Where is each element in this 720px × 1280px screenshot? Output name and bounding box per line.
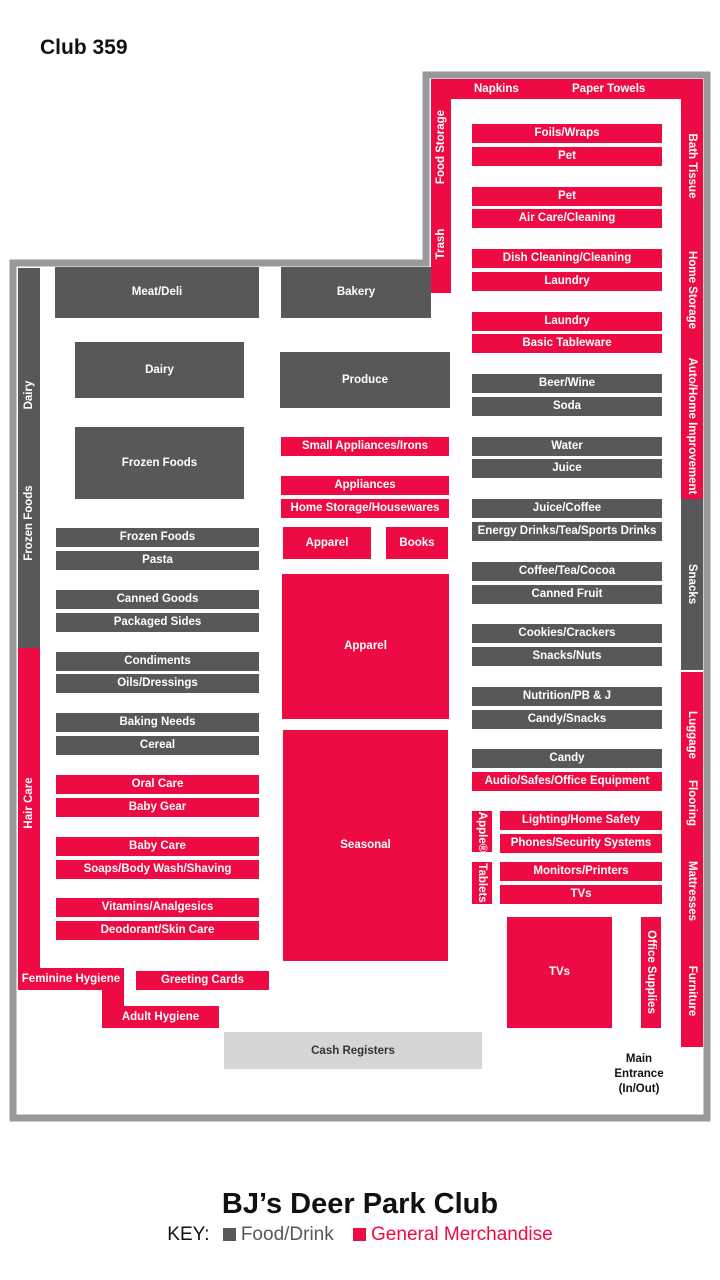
books[interactable]: Books — [386, 527, 448, 559]
aisle-tvs[interactable]: TVs — [500, 885, 662, 904]
aisle-water[interactable]: Water — [472, 437, 662, 456]
trash-label: Trash — [435, 228, 447, 260]
perimeter-top[interactable] — [431, 79, 703, 99]
aisle-air-care[interactable]: Air Care/Cleaning — [472, 209, 662, 228]
aisle-baking-needs[interactable]: Baking Needs — [56, 713, 259, 732]
aisle-canned-fruit[interactable]: Canned Fruit — [472, 585, 662, 604]
aisle-coffee-tea-cocoa[interactable]: Coffee/Tea/Cocoa — [472, 562, 662, 581]
aisle-beer-wine[interactable]: Beer/Wine — [472, 374, 662, 393]
frozen-foods-box[interactable]: Frozen Foods — [75, 427, 244, 499]
napkins-label: Napkins — [474, 82, 519, 95]
produce[interactable]: Produce — [280, 352, 450, 408]
greeting-cards[interactable]: Greeting Cards — [136, 971, 269, 990]
aisle-dish-cleaning[interactable]: Dish Cleaning/Cleaning — [472, 249, 662, 268]
aisle-cookies-crackers[interactable]: Cookies/Crackers — [472, 624, 662, 643]
seasonal[interactable]: Seasonal — [283, 730, 448, 961]
general-swatch — [353, 1228, 366, 1241]
aisle-baby-gear[interactable]: Baby Gear — [56, 798, 259, 817]
apparel[interactable]: Apparel — [282, 574, 449, 719]
legend-label: KEY: — [167, 1224, 210, 1245]
entrance-line-2: Entrance — [614, 1067, 664, 1080]
adult-hygiene[interactable]: Adult Hygiene — [102, 1006, 219, 1028]
home-storage-housewares[interactable]: Home Storage/Housewares — [281, 499, 449, 518]
map-title: BJ’s Deer Park Club — [221, 1188, 499, 1220]
dairy[interactable]: Dairy — [75, 342, 244, 398]
food-storage-label: Food Storage — [435, 109, 447, 185]
flooring-label: Flooring — [686, 780, 698, 826]
aisle-packaged-sides[interactable]: Packaged Sides — [56, 613, 259, 632]
aisle-candy-snacks[interactable]: Candy/Snacks — [472, 710, 662, 729]
aisle-laundry-2[interactable]: Laundry — [472, 312, 662, 331]
mattresses-label: Mattresses — [686, 860, 698, 922]
auto-home-label: Auto/Home Improvement — [686, 357, 698, 495]
small-appliances[interactable]: Small Appliances/Irons — [281, 437, 449, 456]
aisle-oral-care[interactable]: Oral Care — [56, 775, 259, 794]
aisle-soaps[interactable]: Soaps/Body Wash/Shaving — [56, 860, 259, 879]
frozen-foods-perimeter-label: Frozen Foods — [23, 485, 35, 561]
hair-care-label: Hair Care — [23, 777, 35, 829]
legend-food: Food/Drink — [240, 1224, 334, 1245]
aisle-phones-security[interactable]: Phones/Security Systems — [500, 834, 662, 853]
snacks-label: Snacks — [686, 563, 698, 605]
aisle-snacks-nuts[interactable]: Snacks/Nuts — [472, 647, 662, 666]
aisle-monitors-printers[interactable]: Monitors/Printers — [500, 862, 662, 881]
tablets-label: Tablets — [476, 863, 488, 903]
aisle-candy[interactable]: Candy — [472, 749, 662, 768]
club-number: Club 359 — [40, 36, 128, 59]
appliances[interactable]: Appliances — [281, 476, 449, 495]
aisle-deodorant[interactable]: Deodorant/Skin Care — [56, 921, 259, 940]
perimeter-left-food[interactable] — [18, 268, 40, 648]
paper-towels-label: Paper Towels — [572, 82, 646, 95]
bath-tissue-label: Bath Tissue — [686, 133, 698, 199]
aisle-foils-wraps[interactable]: Foils/Wraps — [472, 124, 662, 143]
bakery[interactable]: Bakery — [281, 267, 431, 318]
aisle-vitamins[interactable]: Vitamins/Analgesics — [56, 898, 259, 917]
aisle-frozen-foods[interactable]: Frozen Foods — [56, 528, 259, 547]
aisle-juice[interactable]: Juice — [472, 459, 662, 478]
aisle-canned-goods[interactable]: Canned Goods — [56, 590, 259, 609]
aisle-juice-coffee[interactable]: Juice/Coffee — [472, 499, 662, 518]
meat-deli[interactable]: Meat/Deli — [55, 267, 259, 318]
aisle-energy-drinks[interactable]: Energy Drinks/Tea/Sports Drinks — [472, 522, 662, 541]
food-swatch — [223, 1228, 236, 1241]
aisle-nutrition[interactable]: Nutrition/PB & J — [472, 687, 662, 706]
aisle-oils-dressings[interactable]: Oils/Dressings — [56, 674, 259, 693]
aisle-basic-tableware[interactable]: Basic Tableware — [472, 334, 662, 353]
apple-label: Apple® — [476, 811, 488, 853]
aisle-laundry-1[interactable]: Laundry — [472, 272, 662, 291]
dairy-perimeter-label: Dairy — [23, 380, 35, 410]
aisle-pasta[interactable]: Pasta — [56, 551, 259, 570]
aisle-cereal[interactable]: Cereal — [56, 736, 259, 755]
aisle-pet-1[interactable]: Pet — [472, 147, 662, 166]
office-supplies-label: Office Supplies — [645, 930, 657, 1014]
furniture-label: Furniture — [686, 965, 698, 1017]
feminine-hygiene[interactable]: Feminine Hygiene — [18, 968, 124, 990]
aisle-condiments[interactable]: Condiments — [56, 652, 259, 671]
aisle-soda[interactable]: Soda — [472, 397, 662, 416]
main-entrance[interactable] — [605, 1052, 673, 1097]
cash-registers[interactable]: Cash Registers — [224, 1032, 482, 1069]
entrance-line-1: Main — [625, 1053, 653, 1065]
aisle-baby-care[interactable]: Baby Care — [56, 837, 259, 856]
legend — [0, 1224, 720, 1246]
legend-general: General Merchandise — [371, 1224, 553, 1245]
aisle-pet-2[interactable]: Pet — [472, 187, 662, 206]
luggage-label: Luggage — [686, 711, 698, 759]
aisle-audio-safes[interactable]: Audio/Safes/Office Equipment — [472, 772, 662, 791]
home-storage-label: Home Storage — [686, 251, 698, 329]
aisle-lighting[interactable]: Lighting/Home Safety — [500, 811, 662, 830]
entrance-line-3: (In/Out) — [618, 1082, 660, 1095]
apparel-small[interactable]: Apparel — [283, 527, 371, 559]
tvs-section[interactable]: TVs — [507, 917, 612, 1028]
